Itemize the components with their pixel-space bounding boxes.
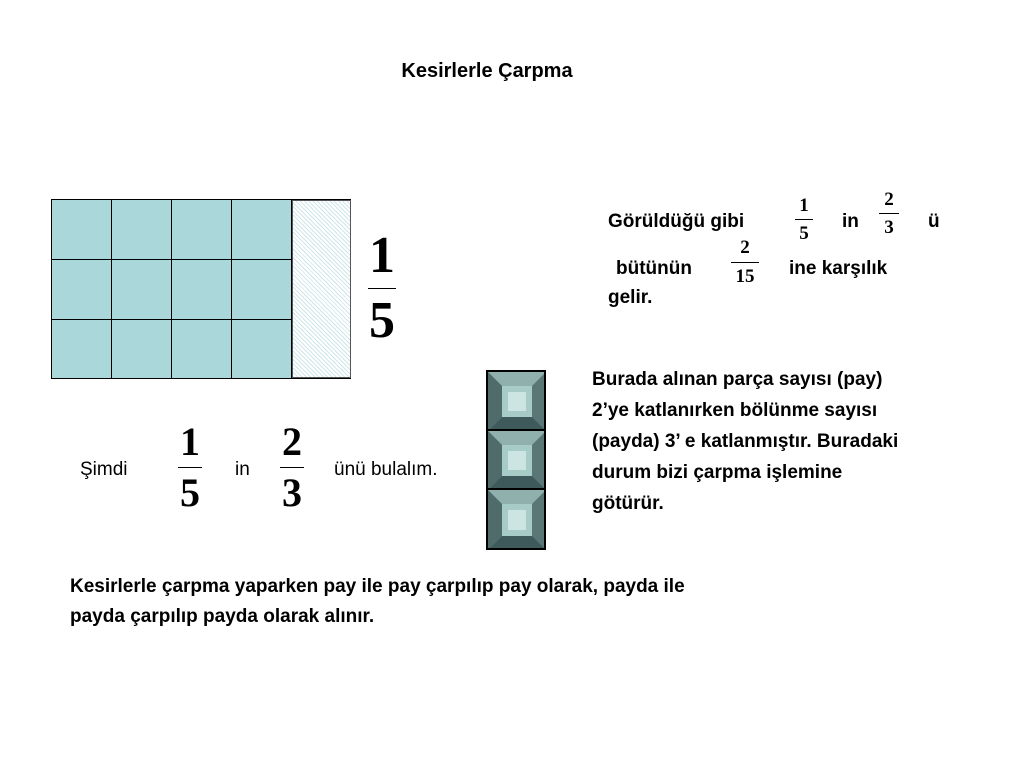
rule-line: Kesirlerle çarpma yaparken pay ile pay çarpılıp pay olarak, payda ile — [70, 576, 685, 597]
grid-cell — [172, 260, 232, 320]
find-suffix: ünü bulalım. — [334, 459, 438, 480]
explanation-line: 2’ye katlanırken bölünme sayısı — [592, 400, 878, 421]
observation-line3: gelir. — [608, 287, 653, 308]
fraction-denominator: 5 — [180, 470, 200, 515]
observation-fraction-a — [792, 196, 816, 243]
fraction-bar — [280, 467, 304, 468]
explanation-line: götürür. — [592, 493, 664, 514]
bevel-stack — [486, 370, 546, 550]
fraction-denominator: 3 — [884, 217, 894, 238]
explanation-line: (payda) 3’ e katlanmıştır. Buradaki — [592, 431, 899, 452]
grid-cell — [172, 320, 232, 378]
hatched-column — [292, 200, 351, 378]
bevel-square — [487, 430, 545, 489]
fraction-denominator: 5 — [369, 292, 395, 349]
fraction-numerator: 2 — [740, 237, 750, 258]
bevel-square — [487, 489, 545, 549]
fraction-bar — [879, 213, 899, 214]
fraction-numerator: 2 — [282, 419, 302, 464]
fraction-denominator: 15 — [735, 266, 755, 287]
grid-cell — [172, 200, 232, 260]
find-fraction-b — [272, 419, 312, 515]
observation-in: in — [842, 211, 859, 232]
grid-cell — [112, 200, 172, 260]
observation-suffix: ü — [928, 211, 940, 232]
observation-fraction-b — [876, 190, 902, 237]
explanation-block — [592, 364, 1012, 519]
fraction-bar — [178, 467, 202, 468]
grid-cell — [52, 320, 112, 378]
fraction-numerator: 2 — [884, 189, 894, 210]
grid-cell — [52, 260, 112, 320]
fraction-numerator: 1 — [180, 419, 200, 464]
grid-cell — [232, 200, 292, 260]
observation-line2-suffix: ine karşılık — [789, 258, 888, 279]
grid-cell — [112, 320, 172, 378]
observation-line2-prefix: bütünün — [616, 258, 692, 279]
grid-cell — [52, 200, 112, 260]
grid-cell — [232, 260, 292, 320]
explanation-line: Burada alınan parça sayısı (pay) — [592, 369, 883, 390]
fraction-denominator: 3 — [282, 470, 302, 515]
bevel-square — [487, 371, 545, 430]
find-in: in — [235, 459, 250, 480]
explanation-line: durum bizi çarpma işlemine — [592, 462, 843, 483]
grid-cell — [232, 320, 292, 378]
fraction-bar — [731, 262, 759, 263]
grid-cell — [112, 260, 172, 320]
fraction-bar — [795, 219, 813, 220]
big-fraction — [360, 227, 404, 349]
fraction-numerator: 1 — [369, 227, 395, 284]
rule-line: payda çarpılıp payda olarak alınır. — [70, 606, 375, 627]
slide-title: Kesirlerle Çarpma — [401, 60, 573, 82]
observation-line1-prefix: Görüldüğü gibi — [608, 211, 745, 232]
observation-fraction-c — [728, 238, 762, 286]
rule-block — [70, 572, 970, 632]
find-fraction-a — [170, 419, 210, 515]
fraction-numerator: 1 — [799, 195, 809, 216]
fraction-denominator: 5 — [799, 223, 809, 244]
fraction-grid — [51, 199, 351, 379]
find-prefix: Şimdi — [80, 459, 128, 480]
fraction-bar — [368, 288, 396, 289]
